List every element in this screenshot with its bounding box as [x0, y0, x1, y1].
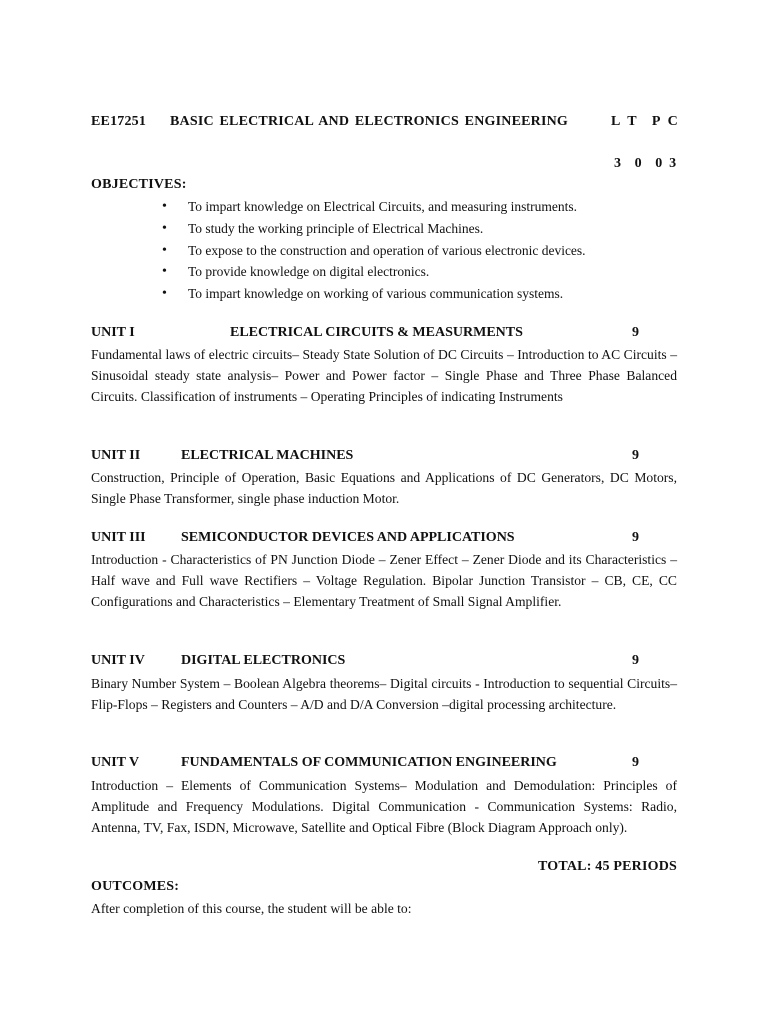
course-title: BASIC ELECTRICAL AND ELECTRONICS ENGINEERING — [170, 114, 569, 129]
course-code: EE17251 — [91, 114, 147, 129]
unit-label: UNIT III — [91, 530, 146, 545]
unit-4-content: Binary Number System – Boolean Algebra theorems– Digital circuits - Introduction to sequential Circuits– Flip-Flops – Registers and Counters – A/D and D/A Conversion –digital processing architecture. — [91, 676, 677, 712]
ltpc-values: 3 0 0 3 — [614, 156, 677, 171]
objective-item: • To study the working principle of Electrical Machines. — [158, 218, 586, 240]
ltpc-label: L T P C — [611, 114, 678, 129]
unit-title: SEMICONDUCTOR DEVICES AND APPLICATIONS — [181, 530, 515, 545]
unit-1-content: Fundamental laws of electric circuits– Steady State Solution of DC Circuits – Introduction to AC Circuits –Sinusoidal steady state analysis– Power and Power factor – Single Phase and Three Phase Balanced Circuits. Classification of instruments – Operating Principles of indicating Instruments — [91, 347, 677, 404]
unit-hours: 9 — [632, 653, 639, 668]
bullet-icon: • — [162, 220, 167, 236]
unit-label: UNIT I — [91, 325, 135, 340]
objective-item: • To impart knowledge on working of various communication systems. — [158, 283, 586, 305]
unit-hours: 9 — [632, 325, 639, 340]
unit-title: DIGITAL ELECTRONICS — [181, 653, 346, 668]
bullet-icon: • — [162, 242, 167, 258]
unit-3-content: Introduction - Characteristics of PN Junction Diode – Zener Effect – Zener Diode and its Characteristics – Half wave and Full wave Rectifiers – Voltage Regulation. Bipolar Junction Transistor – CB, CE, CC Configurations and Characteristics – Elementary Treatment of Small Signal Amplifier. — [91, 552, 677, 609]
objectives-heading: OBJECTIVES: — [91, 177, 187, 192]
unit-label: UNIT II — [91, 448, 141, 463]
unit-5-content: Introduction – Elements of Communication Systems– Modulation and Demodulation: Principles of Amplitude and Frequency Modulations. Digital Communication - Communication Systems: Radio, Antenna, TV, Fax, ISDN, Microwave, Satellite and Optical Fibre (Block Diagram Approach only). — [91, 778, 677, 835]
unit-title: FUNDAMENTALS OF COMMUNICATION ENGINEERING — [181, 755, 557, 770]
unit-title: ELECTRICAL MACHINES — [181, 448, 354, 463]
unit-label: UNIT IV — [91, 653, 145, 668]
unit-2-content: Construction, Principle of Operation, Basic Equations and Applications of DC Generators, DC Motors, Single Phase Transformer, single phase induction Motor. — [91, 470, 677, 506]
unit-hours: 9 — [632, 448, 639, 463]
outcomes-heading: OUTCOMES: — [91, 879, 180, 894]
objective-item: • To impart knowledge on Electrical Circuits, and measuring instruments. — [158, 196, 586, 218]
unit-title: ELECTRICAL CIRCUITS & MEASURMENTS — [230, 325, 523, 340]
unit-hours: 9 — [632, 755, 639, 770]
unit-label: UNIT V — [91, 755, 140, 770]
objective-item: • To provide knowledge on digital electronics. — [158, 261, 586, 283]
bullet-icon: • — [162, 199, 167, 214]
outcomes-intro: After completion of this course, the student will be able to: — [91, 901, 412, 916]
objectives-list — [158, 196, 586, 305]
total-periods: TOTAL: 45 PERIODS — [537, 859, 677, 874]
bullet-icon: • — [162, 286, 167, 302]
bullet-icon: • — [162, 264, 167, 280]
unit-hours: 9 — [632, 530, 639, 545]
objective-item: • To expose to the construction and operation of various electronic devices. — [158, 240, 586, 262]
